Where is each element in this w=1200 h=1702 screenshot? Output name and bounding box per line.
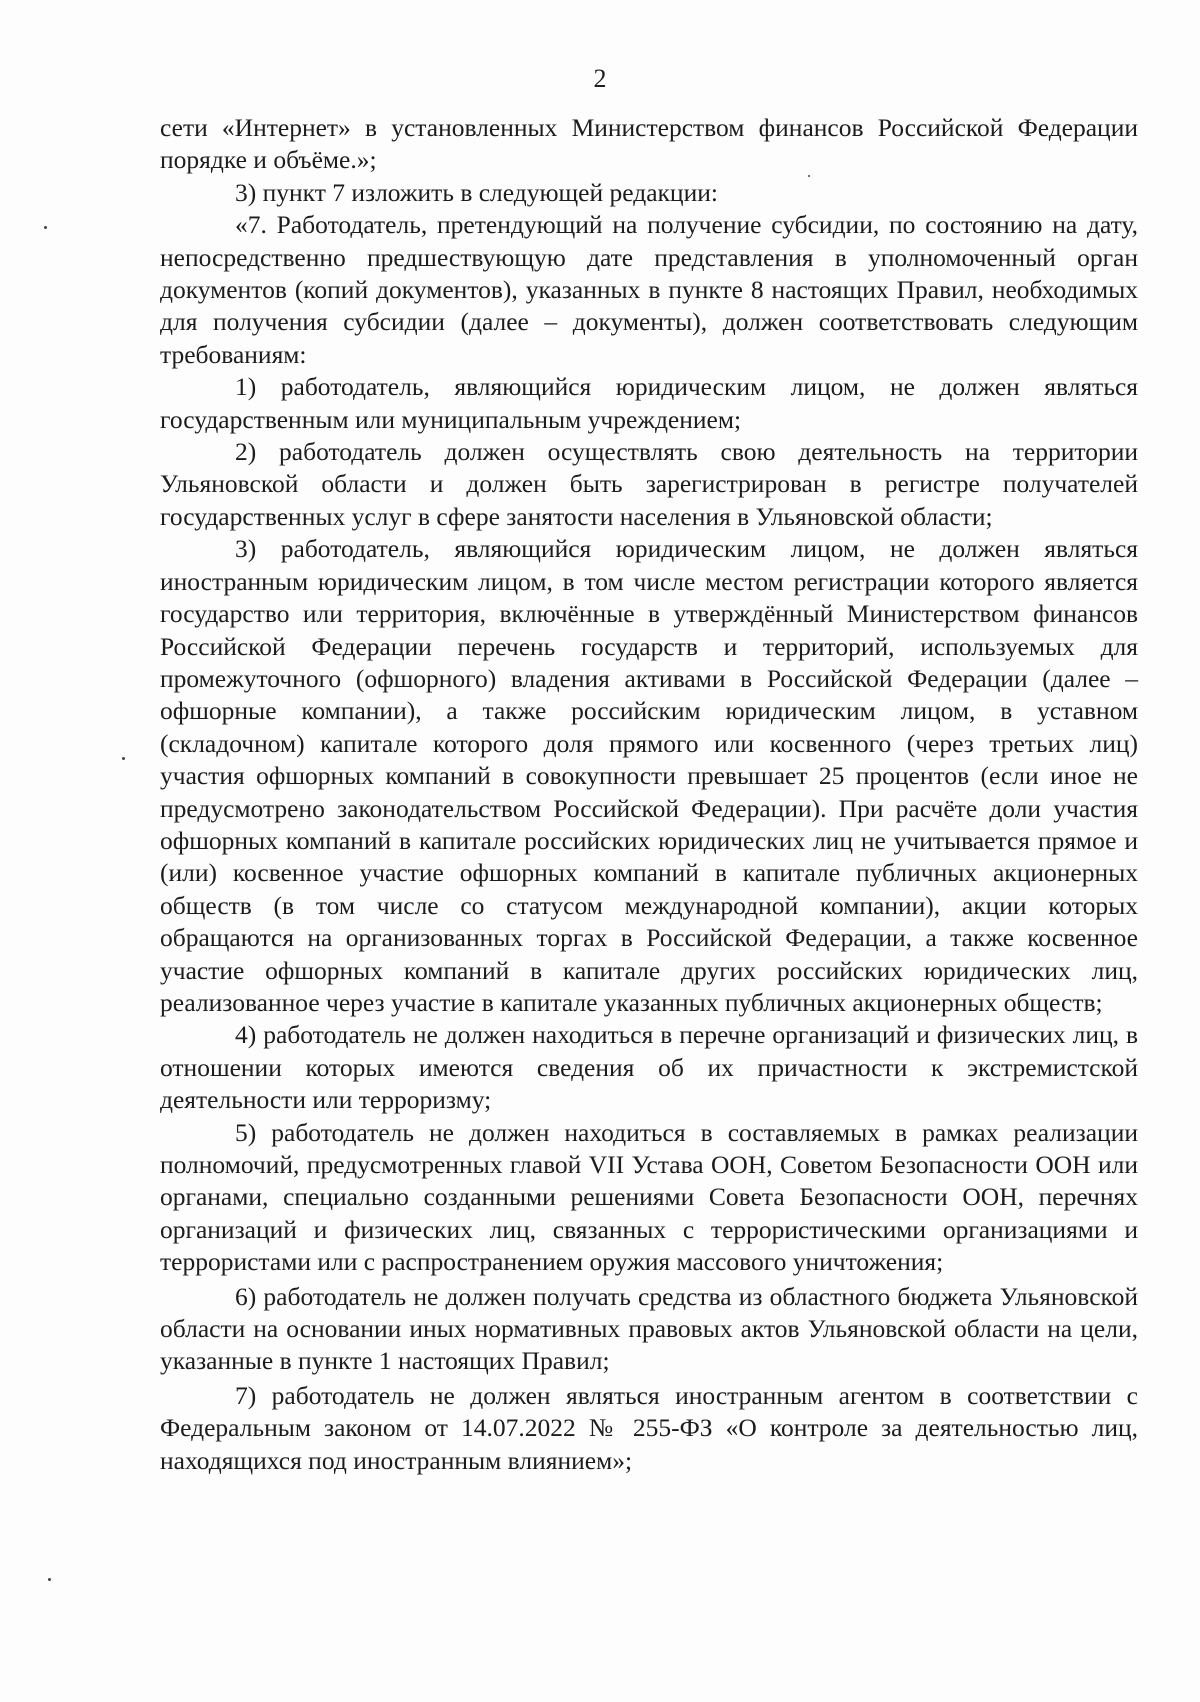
paragraph-continuation: сети «Интернет» в установленных Министерством финансов Российской Федерации порядке и объёме.»; xyxy=(160,113,1138,175)
requirement-1: 1) работодатель, являющийся юридическим лицом, не должен являться государственным или муниципальным учреждением; xyxy=(160,372,1138,434)
requirement-7: 7) работодатель не должен являться иностранным агентом в соответствии с Федеральным законом от 14.07.2022 № 255-ФЗ «О контроле за деятельностью лиц, находящихся под иностранным влиянием»; xyxy=(160,1380,1138,1475)
requirement-3: 3) работодатель, являющийся юридическим лицом, не должен являться иностранным юридическим лицом, в том числе местом регистрации которого является государство или территория, включённые в утверждённый Министерством финансов Российской Федерации перечень государств и территорий, используемых для промежуточного (офшорного) владения активами в Российской Федерации (далее – офшорные компании), а также российским юридическим лицом, в уставном (складочном) капитале которого доля прямого или косвенного (через третьих лиц) участия офшорных компаний в совокупности превышает 25 процентов (если иное не предусмотрено законодательством Российской Федерации). При расчёте доли участия офшорных компаний в капитале российских юридических лиц не учитывается прямое и (или) косвенное участие офшорных компаний в капитале публичных акционерных обществ (в том числе со статусом международной компании), акции которых обращаются на организованных торгах в Российской Федерации, а также косвенное участие офшорных компаний в капитале других российских юридических лиц, реализованное через участие в капитале указанных публичных акционерных обществ; xyxy=(160,534,1138,1017)
requirement-2: 2) работодатель должен осуществлять свою деятельность на территории Ульяновской области и должен быть зарегистрирован в регистре получателей государственных услуг в сфере занятости населения в Ульяновской области; xyxy=(160,437,1138,531)
requirement-5: 5) работодатель не должен находиться в составляемых в рамках реализации полномочий, предусмотренных главой VII Устава ООН, Советом Безопасности ООН или органами, специально созданными решениями Совета Безопасности ООН, перечнях организаций и физических лиц, связанных с террористическими организациями и террористами или с распространением оружия массового уничтожения; xyxy=(160,1117,1138,1277)
paragraph-item-3: 3) пункт 7 изложить в следующей редакции: xyxy=(235,177,718,207)
requirement-6: 6) работодатель не должен получать средства из областного бюджета Ульяновской области на основании иных нормативных правовых актов Ульяновской области на цели, указанные в пункте 1 настоящих Правил; xyxy=(160,1281,1138,1376)
page-number: 2 xyxy=(593,64,607,93)
scan-speck xyxy=(44,226,47,229)
scan-speck xyxy=(122,757,125,760)
document-body xyxy=(160,112,1138,1477)
paragraph-clause-7: «7. Работодатель, претендующий на получение субсидии, по состоянию на дату, непосредственно предшествующую дате представления в уполномоченный орган документов (копий документов), указанных в пункте 8 настоящих Правил, необходимых для получения субсидии (далее – документы), должен соответствовать следующим требованиям: xyxy=(160,210,1138,369)
scan-speck xyxy=(48,1578,51,1581)
requirement-4: 4) работодатель не должен находиться в перечне организаций и физических лиц, в отношении которых имеются сведения об их причастности к экстремистской деятельности или терроризму; xyxy=(160,1020,1138,1115)
scan-speck xyxy=(808,175,810,177)
